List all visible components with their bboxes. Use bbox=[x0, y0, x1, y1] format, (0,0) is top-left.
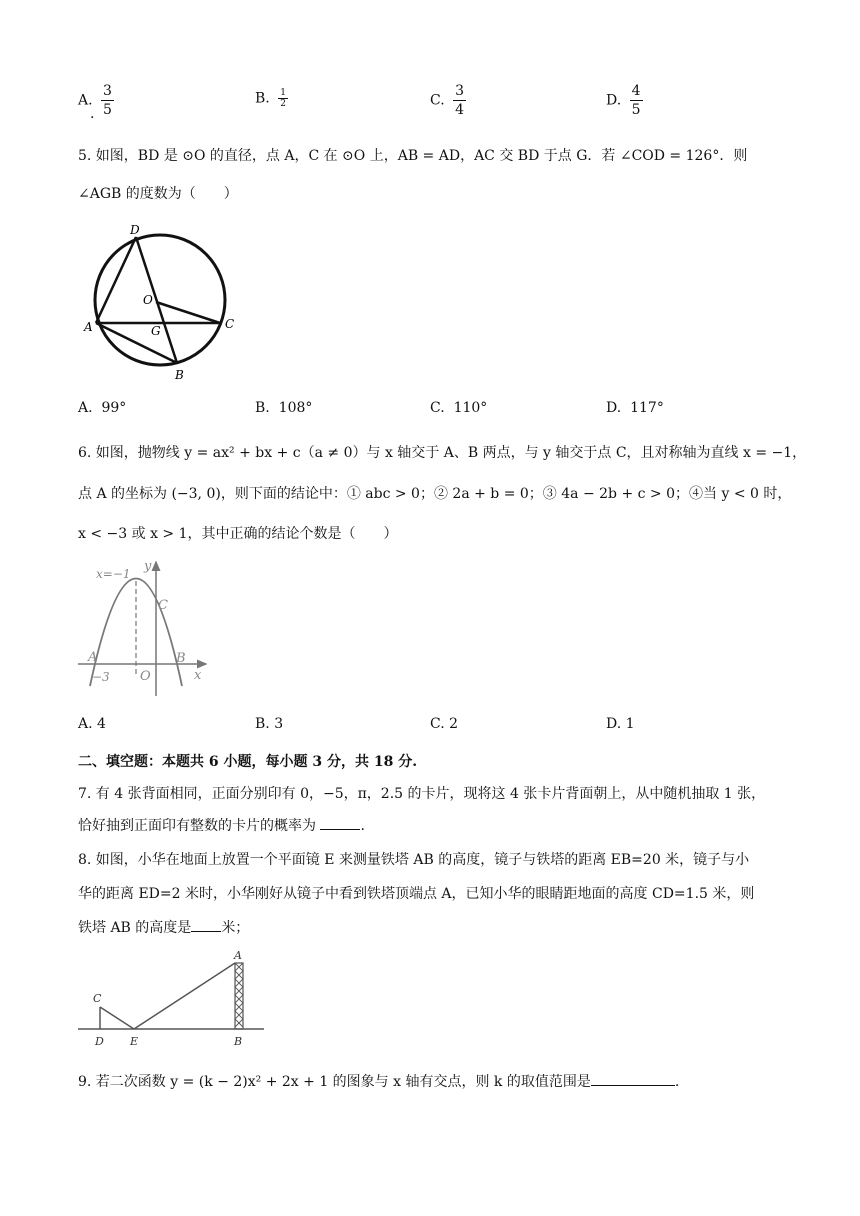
q6-option-d bbox=[606, 716, 635, 732]
fraction: $\frac{3}{4}$ bbox=[455, 83, 465, 118]
label-y: y bbox=[144, 559, 152, 574]
option-letter: C. bbox=[430, 92, 445, 109]
label-b: B bbox=[175, 368, 184, 382]
q7-text: 恰好抽到正面印有整数的卡片的概率为 bbox=[78, 818, 321, 834]
option-text: 108° bbox=[278, 400, 313, 416]
q5-option-b bbox=[255, 400, 312, 416]
stray-dot: . bbox=[90, 106, 95, 122]
option-text: 2 bbox=[449, 716, 459, 732]
q7-end: . bbox=[360, 818, 365, 834]
q4-option-d bbox=[606, 82, 643, 119]
q5-line2: ∠AGB 的度数为（ ） bbox=[78, 186, 238, 202]
option-letter: C. bbox=[430, 716, 445, 732]
option-letter: A. bbox=[78, 92, 93, 109]
q6-line1: 6. 如图，抛物线 y = ax² + bx + c（a ≠ 0）与 x 轴交于 A、B 两点，与 y 轴交于点 C，且对称轴为直线 x = −1， bbox=[78, 445, 807, 461]
label-o: O bbox=[140, 669, 151, 684]
option-letter: A. bbox=[78, 716, 93, 732]
label-d: D bbox=[130, 223, 140, 237]
label-b: B bbox=[234, 1035, 243, 1048]
option-text: 3 bbox=[274, 716, 284, 732]
q9-text: 9. 若二次函数 y = (k − 2)x² + 2x + 1 的图象与 x 轴有交点，则 k 的取值范围是 bbox=[78, 1074, 591, 1090]
q4-option-b bbox=[255, 88, 288, 109]
option-text: 1 bbox=[625, 716, 635, 732]
q8-end: 米； bbox=[221, 920, 250, 936]
label-a: A bbox=[234, 949, 242, 962]
q6-line3: x < −3 或 x > 1，其中正确的结论个数是（ ） bbox=[78, 526, 398, 542]
answer-blank[interactable] bbox=[591, 1085, 675, 1086]
q7-line2 bbox=[78, 816, 365, 836]
option-letter: A. bbox=[78, 400, 93, 416]
q8-text: 铁塔 AB 的高度是 bbox=[78, 920, 192, 936]
fraction: $\frac{1}{2}$ bbox=[280, 88, 286, 109]
q5-option-d bbox=[606, 400, 664, 416]
q8-line3 bbox=[78, 918, 249, 938]
q4-option-c bbox=[430, 82, 466, 119]
option-letter: D. bbox=[606, 716, 622, 732]
answer-blank[interactable] bbox=[191, 931, 221, 932]
label-d: D bbox=[95, 1035, 104, 1048]
q6-option-c bbox=[430, 716, 458, 732]
q7-line1: 7. 有 4 张背面相同，正面分别印有 0，−5，π，2.5 的卡片，现将这 4 张卡片背面朝上，从中随机抽取 1 张， bbox=[78, 786, 766, 802]
q6-option-b bbox=[255, 716, 283, 732]
q4-option-a bbox=[78, 82, 114, 119]
label-b: B bbox=[176, 651, 186, 666]
q6-parabola-figure bbox=[76, 556, 216, 701]
label-a: A bbox=[88, 650, 98, 665]
option-letter: B. bbox=[255, 400, 270, 416]
q9-line bbox=[78, 1072, 679, 1092]
label-x: x bbox=[194, 668, 202, 683]
label-c: C bbox=[225, 317, 235, 331]
option-text: 117° bbox=[630, 400, 664, 416]
q5-option-c bbox=[430, 400, 487, 416]
q8-line2: 华的距离 ED=2 米时，小华刚好从镜子中看到铁塔顶端点 A，已知小华的眼睛距地面的高度 CD=1.5 米，则 bbox=[78, 886, 755, 902]
label-o: O bbox=[143, 293, 153, 307]
option-letter: D. bbox=[606, 92, 622, 109]
option-letter: D. bbox=[606, 400, 622, 416]
label-a: A bbox=[84, 320, 93, 334]
q5-line1: 5. 如图，BD 是 ⊙O 的直径，点 A，C 在 ⊙O 上，AB = AD，AC 交 BD 于点 G．若 ∠COD = 126°．则 bbox=[78, 148, 748, 164]
option-letter: C. bbox=[430, 400, 445, 416]
q8-line1: 8. 如图，小华在地面上放置一个平面镜 E 来测量铁塔 AB 的高度，镜子与铁塔的距离 EB=20 米，镜子与小 bbox=[78, 852, 750, 868]
fraction: $\frac{3}{5}$ bbox=[103, 83, 112, 118]
option-text: 110° bbox=[453, 400, 488, 416]
option-letter: B. bbox=[255, 90, 270, 107]
label-c: C bbox=[93, 992, 102, 1005]
q8-mirror-figure bbox=[78, 945, 268, 1050]
section-heading: 二、填空题：本题共 6 小题，每小题 3 分，共 18 分. bbox=[78, 754, 418, 770]
label-g: G bbox=[151, 324, 161, 338]
option-letter: B. bbox=[255, 716, 270, 732]
q6-line2: 点 A 的坐标为 (−3, 0)，则下面的结论中：① abc > 0；② 2a + b = 0；③ 4a − 2b + c > 0；④当 y < 0 时， bbox=[78, 486, 792, 502]
q6-option-a bbox=[78, 716, 106, 732]
q5-circle-figure bbox=[80, 220, 250, 385]
label-minus3: −3 bbox=[92, 670, 110, 684]
answer-blank[interactable] bbox=[320, 829, 360, 830]
fraction: $\frac{4}{5}$ bbox=[631, 83, 641, 118]
option-text: 4 bbox=[97, 716, 106, 732]
q9-end: . bbox=[674, 1074, 680, 1090]
label-c: C bbox=[158, 598, 168, 613]
label-axis: x=−1 bbox=[96, 567, 131, 581]
q5-option-a bbox=[78, 400, 126, 416]
option-text: 99° bbox=[101, 400, 127, 416]
label-e: E bbox=[130, 1035, 139, 1048]
